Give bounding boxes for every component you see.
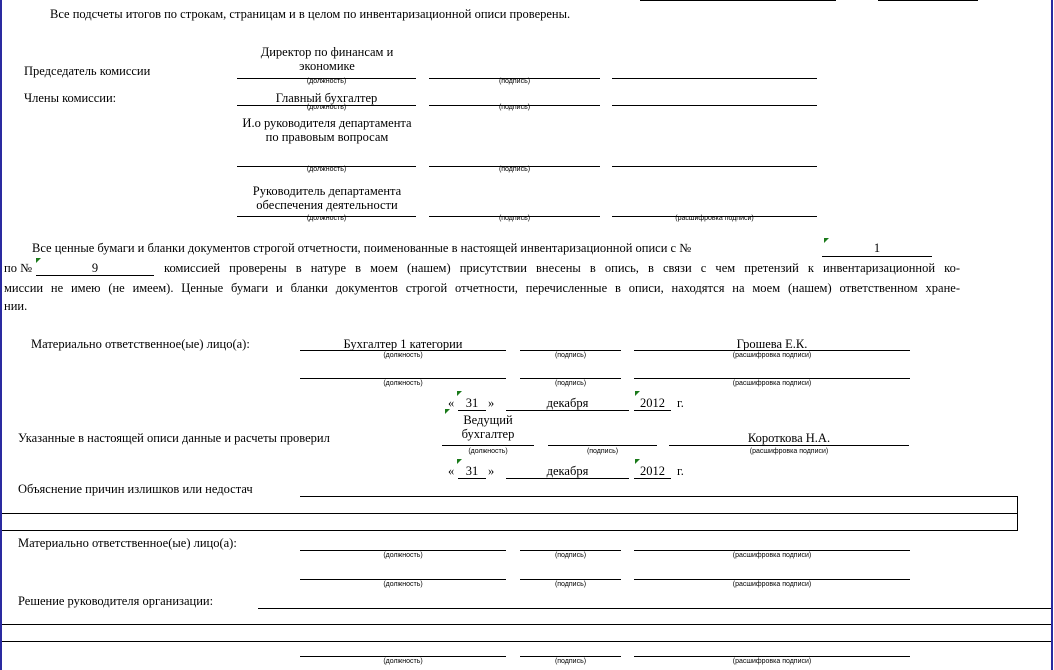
decision-box-mid xyxy=(2,624,1051,625)
securities-to-number: 9 xyxy=(91,261,99,275)
securities-line4: нии. xyxy=(4,299,28,313)
responsible-decoding-caption: (расшифровка подписи) xyxy=(732,352,812,359)
resp4-decoding-line xyxy=(634,579,910,580)
resp3-signature-caption: (подпись) xyxy=(554,552,587,559)
member2-position: И.о руководителя департамента по правовым вопросам xyxy=(242,116,412,144)
member3-signature-caption: (подпись) xyxy=(498,215,531,222)
responsible-position-line xyxy=(300,350,506,351)
date1-close-quote: » xyxy=(488,396,495,410)
date2-year-suffix: г. xyxy=(677,464,684,478)
resp3-decoding-caption: (расшифровка подписи) xyxy=(732,552,812,559)
resp3-decoding-line xyxy=(634,550,910,551)
decision-line xyxy=(258,608,1051,609)
date2-open-quote: « xyxy=(448,464,455,478)
verifier-position: Ведущий бухгалтер xyxy=(461,413,515,441)
decision-signature-line xyxy=(520,656,621,657)
securities-to-prefix: по № xyxy=(4,261,32,275)
decision-position-line xyxy=(300,656,506,657)
member1-position-caption: (должность) xyxy=(306,104,347,111)
responsible-signature-line xyxy=(520,350,621,351)
verifier-decoding-caption: (расшифровка подписи) xyxy=(749,448,829,455)
date1-day-line xyxy=(458,410,486,411)
date1-month: декабря xyxy=(546,396,589,410)
resp4-position-line xyxy=(300,579,506,580)
members-label: Члены комиссии: xyxy=(24,91,117,105)
date1-year-suffix: г. xyxy=(677,396,684,410)
date2-year-line xyxy=(634,478,671,479)
date1-open-quote: « xyxy=(448,396,455,410)
verifier-decoding-line xyxy=(669,445,909,446)
decision-decoding-line xyxy=(634,656,910,657)
date2-day-line xyxy=(458,478,486,479)
verifier-position-line xyxy=(442,445,534,446)
responsible2-decoding-caption: (расшифровка подписи) xyxy=(732,380,812,387)
date2-close-quote: » xyxy=(488,464,495,478)
responsible-position-caption: (должность) xyxy=(383,352,423,359)
member2-decoding-line xyxy=(612,166,817,167)
to-number-line xyxy=(36,275,154,276)
member1-decoding-line xyxy=(612,105,817,106)
responsible2-signature-caption: (подпись) xyxy=(554,380,587,387)
resp4-signature-caption: (подпись) xyxy=(554,581,587,588)
decision-position-caption: (должность) xyxy=(383,658,423,665)
responsible-name: Грошева Е.К. xyxy=(736,337,808,351)
responsible-label: Материально ответственное(ые) лицо(а): xyxy=(31,337,250,351)
securities-line1: Все ценные бумаги и бланки документов строгой отчетности, поименованные в настоящей инвентаризационной описи с № xyxy=(32,241,692,255)
resp3-signature-line xyxy=(520,550,621,551)
chairman-position: Директор по финансам и экономике xyxy=(260,45,394,73)
member3-decoding-caption: (расшифровка подписи) xyxy=(675,215,754,222)
verifier-signature-caption: (подпись) xyxy=(586,448,619,455)
member2-signature-caption: (подпись) xyxy=(498,166,531,173)
resp4-signature-line xyxy=(520,579,621,580)
from-number-line xyxy=(822,256,932,257)
securities-line3: миссии не имею (не имеем). Ценные бумаги и бланки документов строгой отчетности, перечисленные в описи, находятся на моем (нашем) ответственном хране- xyxy=(4,281,960,295)
date1-day: 31 xyxy=(465,396,479,410)
responsible-signature-caption: (подпись) xyxy=(554,352,587,359)
decision-box-bottom xyxy=(2,641,1051,642)
chairman-signature-caption: (подпись) xyxy=(498,78,531,85)
verifier-signature-line xyxy=(548,445,657,446)
securities-line2: комиссией проверены в натуре в моем (нашем) присутствии внесены в опись, в связи с чем претензий к инвентаризационной ко- xyxy=(164,261,960,275)
responsible2-label: Материально ответственное(ые) лицо(а): xyxy=(18,536,237,550)
date1-month-line xyxy=(506,410,629,411)
responsible2-position-caption: (должность) xyxy=(383,380,423,387)
explanation-box-bottom xyxy=(2,530,1018,531)
checked-statement: Все подсчеты итогов по строкам, страницам и в целом по инвентаризационной описи проверены. xyxy=(50,7,571,21)
top-rule-right xyxy=(878,0,978,1)
explanation-box-mid xyxy=(2,513,1018,514)
verifier-label: Указанные в настоящей описи данные и расчеты проверил xyxy=(18,431,330,445)
resp4-position-caption: (должность) xyxy=(383,581,423,588)
member1-position: Главный бухгалтер xyxy=(275,91,378,105)
verifier-name: Короткова Н.А. xyxy=(747,431,831,445)
date2-month-line xyxy=(506,478,629,479)
resp3-position-caption: (должность) xyxy=(383,552,423,559)
explanation-line xyxy=(300,496,1017,497)
verifier-position-caption: (должность) xyxy=(468,448,508,455)
decision-label: Решение руководителя организации: xyxy=(18,594,214,608)
explanation-label: Объяснение причин излишков или недостач xyxy=(18,482,253,496)
right-border xyxy=(1051,0,1053,670)
date2-year: 2012 xyxy=(640,464,665,478)
left-border xyxy=(0,0,2,670)
decision-decoding-caption: (расшифровка подписи) xyxy=(732,658,812,665)
resp3-position-line xyxy=(300,550,506,551)
responsible-decoding-line xyxy=(634,350,910,351)
member2-position-caption: (должность) xyxy=(306,166,347,173)
date1-year-line xyxy=(634,410,671,411)
decision-signature-caption: (подпись) xyxy=(554,658,587,665)
chairman-decoding-line xyxy=(612,78,817,79)
responsible2-position-line xyxy=(300,378,506,379)
member3-position-caption: (должность) xyxy=(306,215,347,222)
date1-year: 2012 xyxy=(640,396,665,410)
top-rule-left xyxy=(640,0,836,1)
member1-signature-caption: (подпись) xyxy=(498,104,531,111)
chairman-position-caption: (должность) xyxy=(306,78,347,85)
responsible2-decoding-line xyxy=(634,378,910,379)
chairman-label: Председатель комиссии xyxy=(24,64,151,78)
responsible-position: Бухгалтер 1 категории xyxy=(343,337,463,351)
responsible2-signature-line xyxy=(520,378,621,379)
resp4-decoding-caption: (расшифровка подписи) xyxy=(732,581,812,588)
member3-position: Руководитель департамента обеспечения деятельности xyxy=(252,184,402,212)
date2-month: декабря xyxy=(546,464,589,478)
securities-from-number: 1 xyxy=(873,241,881,255)
date2-day: 31 xyxy=(465,464,479,478)
